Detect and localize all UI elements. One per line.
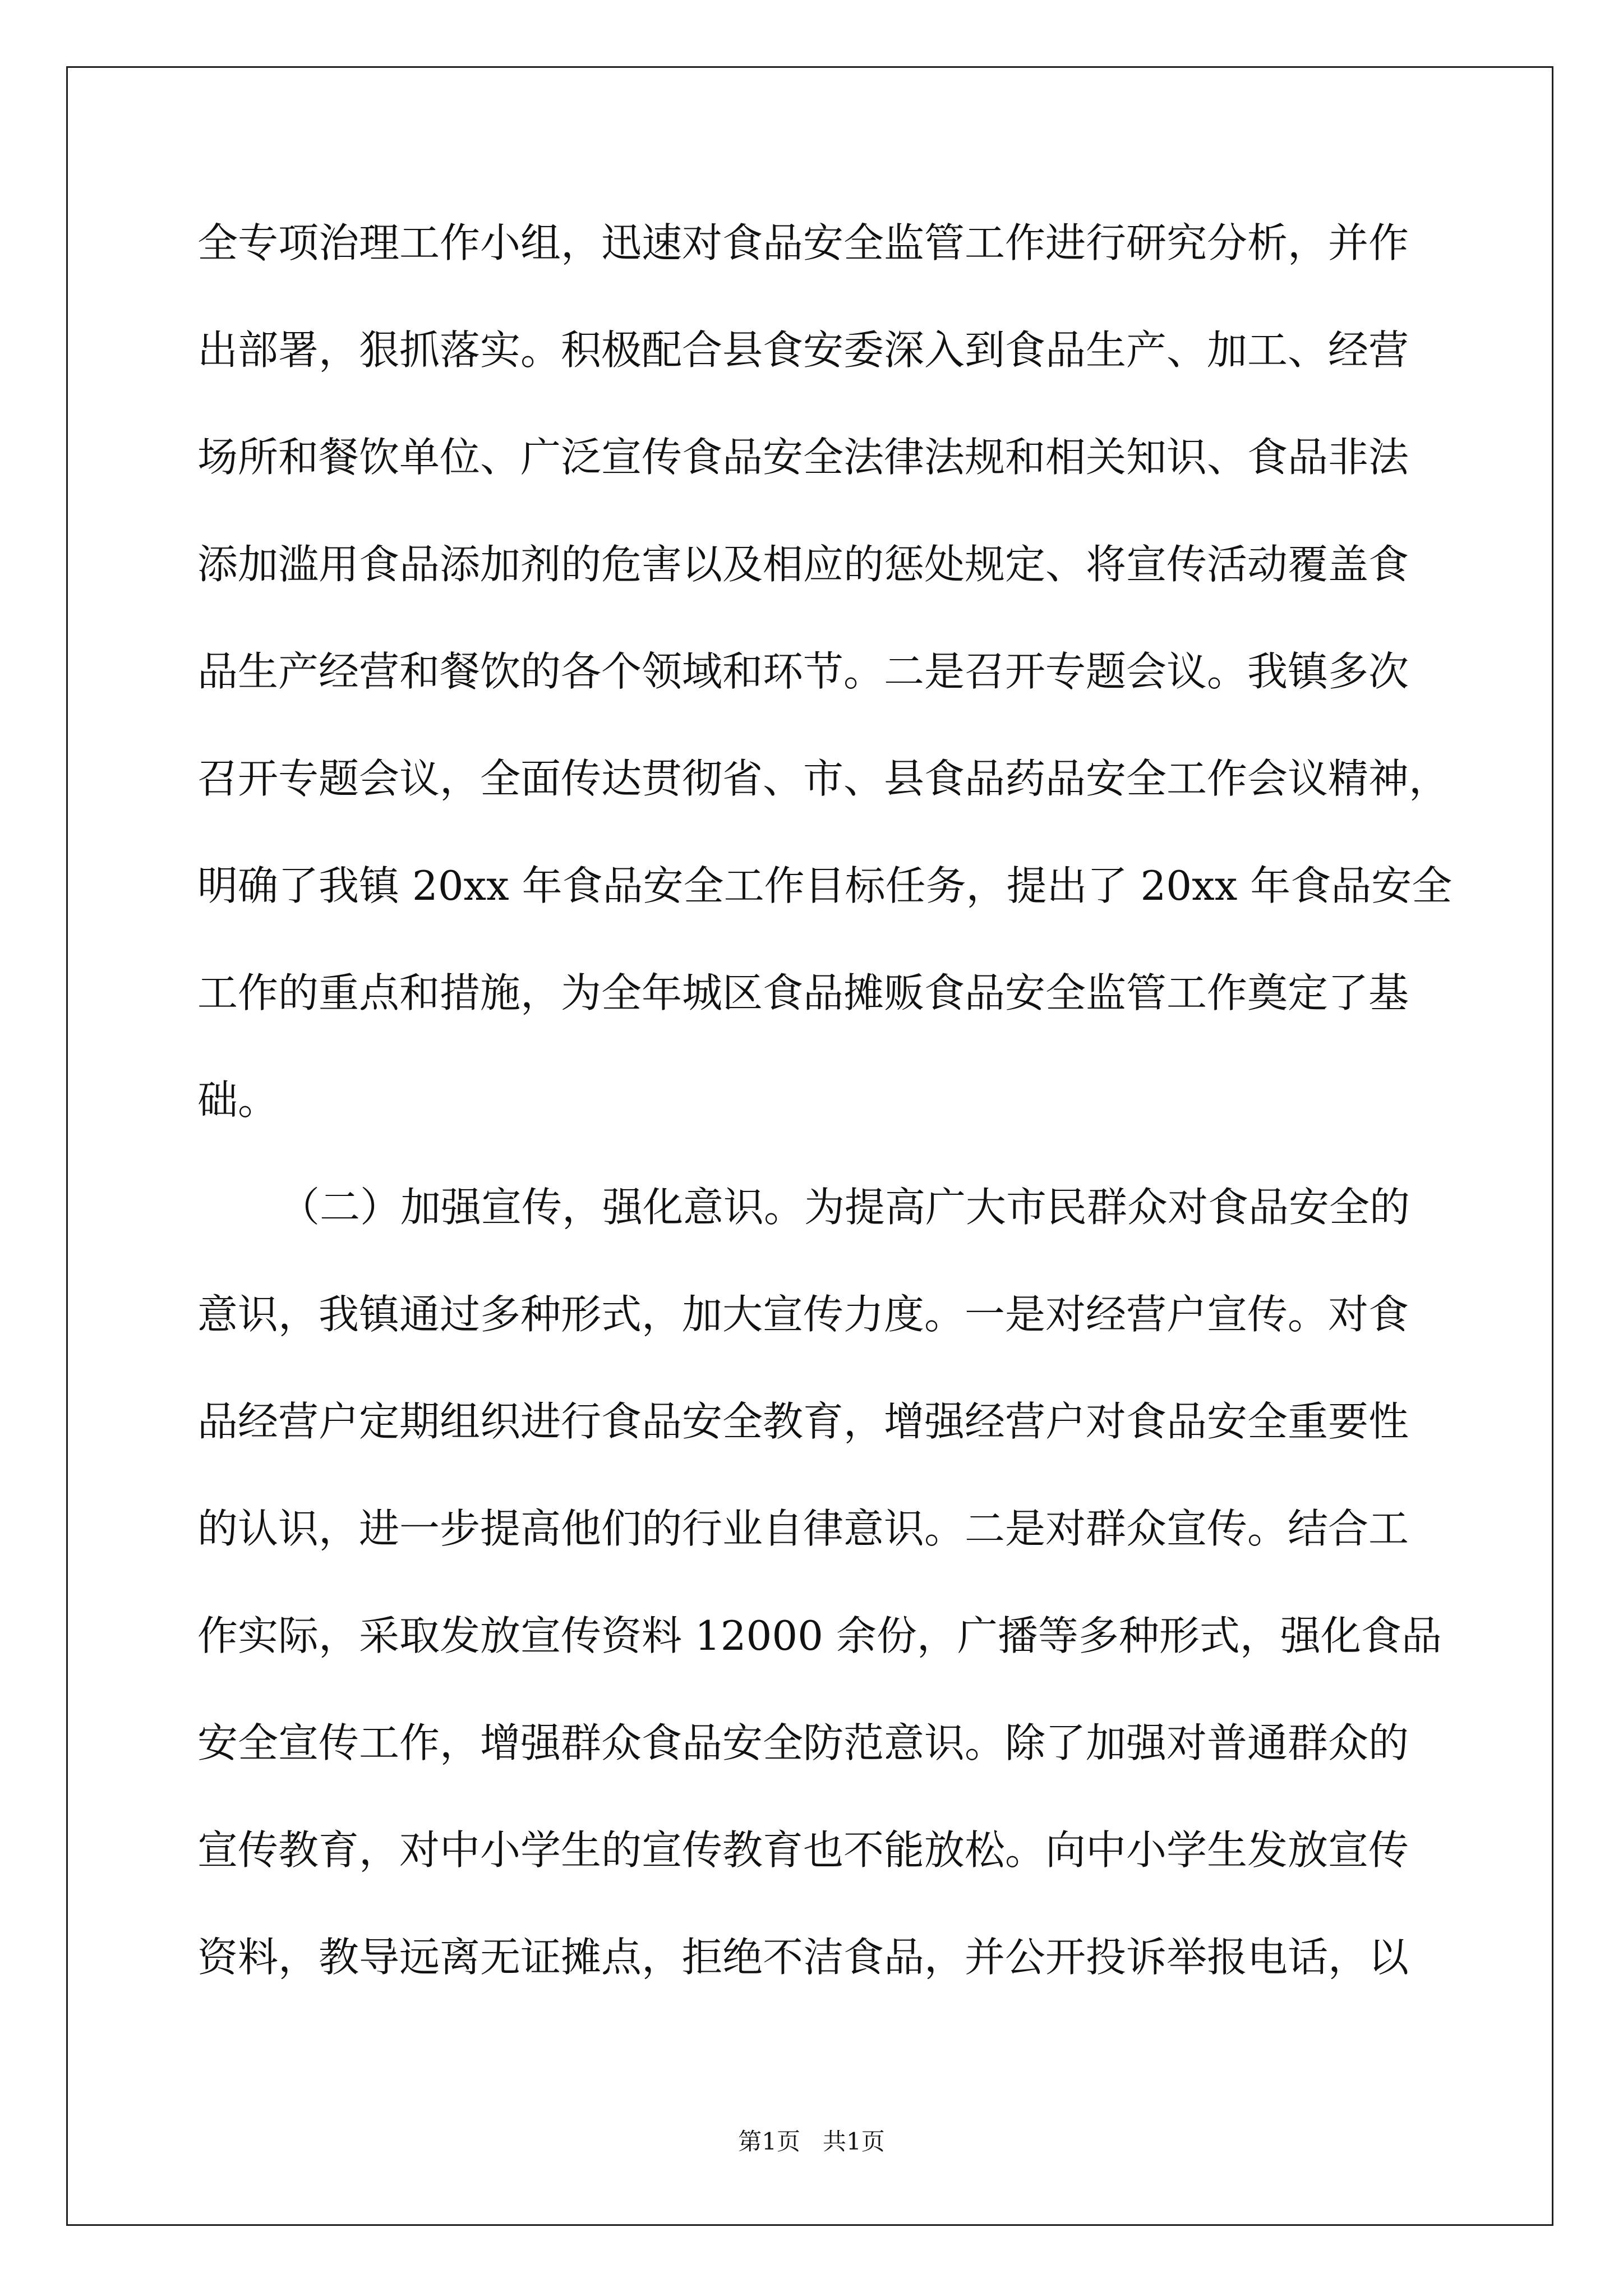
text-line: 础。 — [197, 1076, 279, 1124]
text-line: 宣传教育，对中小学生的宣传教育也不能放松。向中小学生发放宣传 — [197, 1826, 1409, 1874]
text-line: 资料，教导远离无证摊点，拒绝不洁食品，并公开投诉举报电话，以 — [197, 1934, 1409, 1981]
text-line: 全专项治理工作小组，迅速对食品安全监管工作进行研究分析，并作 — [197, 219, 1409, 266]
text-line: 的认识，进一步提高他们的行业自律意识。二是对群众宣传。结合工 — [197, 1505, 1409, 1552]
text-line: 明确了我镇 20xx 年食品安全工作目标任务，提出了 20xx 年食品安全 — [197, 862, 1453, 909]
text-line: 品经营户定期组织进行食品安全教育，增强经营户对食品安全重要性 — [197, 1398, 1409, 1445]
document-body — [197, 212, 1453, 2033]
text-line: 场所和餐饮单位、广泛宣传食品安全法律法规和相关知识、食品非法 — [197, 434, 1409, 481]
text-line: 工作的重点和措施，为全年城区食品摊贩食品安全监管工作奠定了基 — [197, 969, 1409, 1016]
page-footer: 第1页 共1页 — [738, 2128, 885, 2155]
text-line: 意识，我镇通过多种形式，加大宣传力度。一是对经营户宣传。对食 — [197, 1291, 1409, 1338]
text-line: 品生产经营和餐饮的各个领域和环节。二是召开专题会议。我镇多次 — [197, 648, 1409, 695]
text-line: 作实际，采取发放宣传资料 12000 余份，广播等多种形式，强化食品 — [197, 1612, 1442, 1659]
text-line: 安全宣传工作，增强群众食品安全防范意识。除了加强对普通群众的 — [197, 1719, 1409, 1766]
text-line: （二）加强宣传，强化意识。为提高广大市民群众对食品安全的 — [279, 1184, 1410, 1231]
text-line: 出部署，狠抓落实。积极配合县食安委深入到食品生产、加工、经营 — [197, 326, 1409, 374]
text-line: 添加滥用食品添加剂的危害以及相应的惩处规定、将宣传活动覆盖食 — [197, 541, 1409, 588]
text-line: 召开专题会议，全面传达贯彻省、市、县食品药品安全工作会议精神， — [197, 755, 1450, 802]
